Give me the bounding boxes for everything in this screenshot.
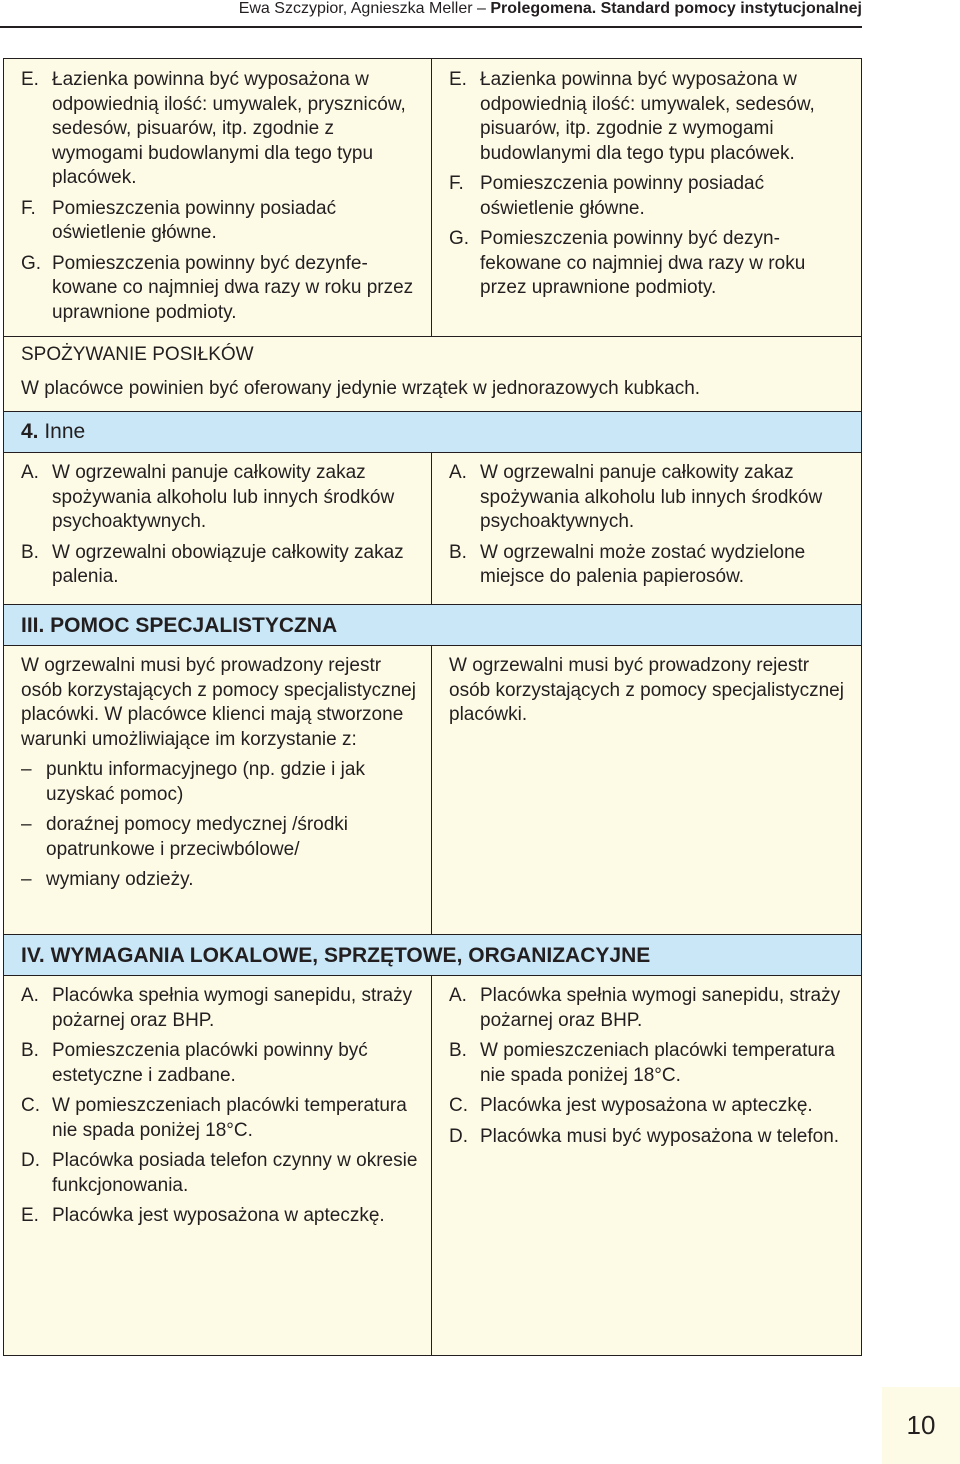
spozywanie-title: SPOŻYWANIE POSIŁKÓW [21,344,254,365]
dash-marker: – [21,869,32,890]
inne-heading [4,412,861,452]
item-text: W ogrzewalni może zostać wydzielone miejsce do palenia papierosów. [480,541,806,587]
row-efg [4,59,861,336]
item-text: Placówka spełnia wymogi sanepidu, straży pożarnej oraz BHP. [480,985,841,1031]
dash-text: wymiany odzieży. [46,869,194,890]
inne-title: Inne [38,420,86,443]
running-header [0,0,862,28]
dash-item [21,868,421,893]
item-text: Placówka spełnia wymogi sanepidu, straży pożarnej oraz BHP. [52,985,413,1031]
list-item [449,68,851,166]
item-text: W pomieszczeniach placówki temperatura nie spada poniżej 18°C. [480,1040,835,1086]
item-marker: A. [449,985,467,1006]
pomoc-title: III. POMOC SPECJALISTYCZNA [21,614,338,637]
cell-efg-right [432,59,861,336]
item-marker: E. [21,69,39,90]
item-marker: F. [21,197,36,219]
list-item [21,461,421,535]
item-marker: B. [449,1040,467,1061]
cell-spozywanie [4,337,861,411]
item-marker: G. [449,228,470,249]
header-title: Prolegomena. Standard pomocy instytucjonalnej [490,0,862,17]
item-text: Pomieszczenia placówki powinny być estetyczne i zadbane. [52,1040,368,1086]
cell-inne-left [4,453,432,604]
header-text [239,0,862,18]
pomoc-right-text: W ogrzewalni musi być prowadzony rejestr osób korzystających z pomocy specjalistycznej placówki. [449,655,844,725]
cell-wymagania-left [4,976,432,1355]
item-marker: F. [449,173,464,194]
item-text: Placówka jest wyposażona w apteczkę. [480,1095,813,1116]
row-spozywanie [4,336,861,411]
list-item [449,1094,851,1119]
list-item [21,68,421,191]
item-text: Łazienka powinna być wyposażona w odpowiednią ilość: umywalek, pryszniców, sedesów, pisuarów, itp. zgodnie z wymogami budowlanymi dla tego typu placówek. [52,69,406,188]
item-text: Pomieszczenia powinny być dezynfekowane co najmniej dwa razy w roku przez uprawnione podmioty. [480,228,806,298]
row-inne-heading [4,411,861,452]
row-wymagania [4,975,861,1355]
list-item [21,541,421,590]
item-marker: E. [449,69,467,90]
list-item [21,1149,421,1198]
cell-wymagania-right [432,976,861,1355]
item-marker: B. [449,541,467,563]
item-text: W ogrzewalni obowiązuje całkowity zakaz palenia. [52,541,404,587]
wymagania-heading [4,935,861,975]
dash-text: doraźnej pomocy medycznej /środki opatrunkowe i przeciwbólowe/ [46,814,349,860]
inne-number: 4. [21,420,39,443]
dash-marker: – [21,759,32,780]
list-item [449,1039,851,1088]
item-marker: B. [21,541,39,563]
item-text: Placówka posiada telefon czynny w okresie funkcjonowania. [52,1150,418,1196]
pomoc-left-text: W ogrzewalni musi być prowadzony rejestr osób korzystających z pomocy specjalistycznej placówki. W placówce klienci mają stworzone warunki umożliwiające im korzystanie z: [21,655,416,750]
row-inne [4,452,861,604]
item-text: Placówka jest wyposażona w apteczkę. [52,1205,385,1226]
header-authors: Ewa Szczypior, Agnieszka Meller – [238,0,491,17]
spozywanie-text: W placówce powinien być oferowany jedynie wrzątek w jednorazowych kubkach. [21,377,701,399]
pomoc-heading [4,605,861,645]
item-marker: D. [21,1150,40,1171]
item-marker: E. [21,1205,39,1226]
cell-inne-right [432,453,861,604]
item-marker: G. [21,252,42,274]
list-item [21,984,421,1033]
dash-item [21,758,421,807]
list-item [21,1094,421,1143]
page-number: 10 [882,1387,960,1464]
item-marker: C. [449,1095,468,1116]
item-text: Pomieszczenia powinny posiadać oświetlenie główne. [52,197,337,243]
list-item [449,984,851,1033]
row-pomoc-heading [4,604,861,645]
cell-pomoc-right [432,646,861,934]
list-item [449,541,851,590]
list-item [449,172,851,221]
item-marker: A. [21,985,39,1006]
item-text: W ogrzewalni panuje całkowity zakaz spożywania alkoholu lub innych środków psychoaktywnych. [52,462,395,532]
list-item [21,1204,421,1229]
cell-efg-left [4,59,432,336]
list-item [449,461,851,535]
dash-text: punktu informacyjnego (np. gdzie i jak uzyskać pomoc) [46,759,365,805]
dash-marker: – [21,814,32,835]
standards-table [3,58,862,1356]
item-text: W ogrzewalni panuje całkowity zakaz spożywania alkoholu lub innych środków psychoaktywnych. [480,462,823,532]
item-text: Placówka musi być wyposażona w telefon. [480,1125,840,1147]
list-item [21,252,421,326]
list-item [21,197,421,246]
item-text: Pomieszczenia powinny być dezynfekowane co najmniej dwa razy w roku przez uprawnione podmioty. [52,252,414,323]
list-item [449,227,851,301]
item-marker: B. [21,1040,39,1061]
dash-item [21,813,421,862]
item-text: Łazienka powinna być wyposażona w odpowiednią ilość: umywalek, sedesów, pisuarów, itp. zgodnie z wymogami budowlanymi dla tego typu placówek. [480,69,815,164]
item-marker: C. [21,1095,40,1116]
list-item [449,1125,851,1150]
item-marker: D. [449,1125,468,1147]
wymagania-title: IV. WYMAGANIA LOKALOWE, SPRZĘTOWE, ORGANIZACYJNE [21,944,651,967]
cell-pomoc-left [4,646,432,934]
item-marker: A. [449,462,467,483]
list-item [21,1039,421,1088]
item-marker: A. [21,462,39,483]
item-text: Pomieszczenia powinny posiadać oświetlenie główne. [480,173,765,219]
row-wymagania-heading [4,934,861,975]
item-text: W pomieszczeniach placówki temperatura nie spada poniżej 18°C. [52,1095,407,1141]
row-pomoc [4,645,861,934]
